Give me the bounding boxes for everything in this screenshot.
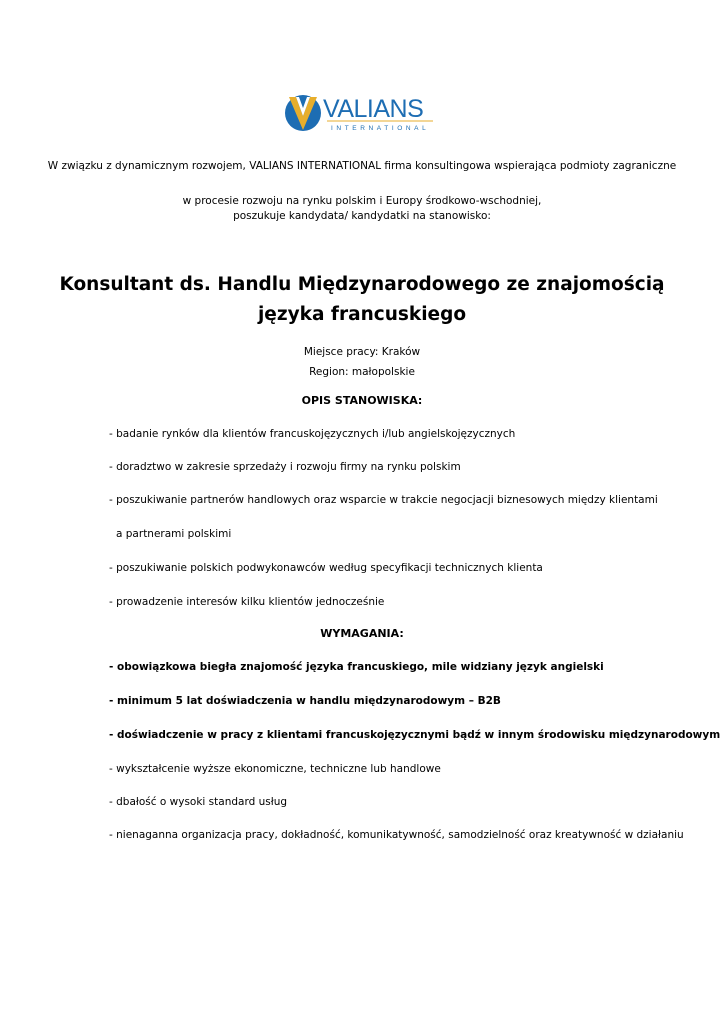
requirements-heading: WYMAGANIA: (320, 627, 404, 640)
job-title-line-1: Konsultant ds. Handlu Międzynarodowego ze znajomością (59, 274, 665, 295)
intro-line-3: poszukuje kandydata/ kandydatki na stanowisko: (233, 210, 491, 222)
duty-item-continuation: a partnerami polskimi (116, 528, 232, 540)
valians-logo (283, 90, 443, 138)
requirement-item: - dbałość o wysoki standard usług (109, 796, 288, 808)
job-title-line-2: języka francuskiego (257, 304, 467, 325)
duty-item: - badanie rynków dla klientów francuskojęzycznych i/lub angielskojęzycznych (109, 428, 516, 440)
duties-heading: OPIS STANOWISKA: (301, 394, 423, 407)
requirement-item: - obowiązkowa biegła znajomość języka francuskiego, mile widziany język angielski (109, 661, 604, 673)
work-region: Region: małopolskie (309, 366, 415, 378)
requirement-item: - doświadczenie w pracy z klientami francuskojęzycznymi bądź w innym środowisku międzynarodowym (109, 729, 721, 741)
requirement-item: - nienaganna organizacja pracy, dokładność, komunikatywność, samodzielność oraz kreatywność w działaniu (109, 829, 684, 841)
duty-item: - poszukiwanie polskich podwykonawców według specyfikacji technicznych klienta (109, 562, 543, 574)
intro-line-2: w procesie rozwoju na rynku polskim i Europy środkowo-wschodniej, (182, 195, 542, 207)
logo-brand-text: VALIANS (323, 95, 424, 123)
requirement-item: - wykształcenie wyższe ekonomiczne, techniczne lub handlowe (109, 763, 441, 775)
requirement-item: - minimum 5 lat doświadczenia w handlu międzynarodowym – B2B (109, 695, 501, 707)
intro-line-1: W związku z dynamicznym rozwojem, VALIANS INTERNATIONAL firma konsultingowa wspierająca podmioty zagraniczne (47, 160, 677, 172)
duty-item: - doradztwo w zakresie sprzedaży i rozwoju firmy na rynku polskim (109, 461, 461, 473)
work-location: Miejsce pracy: Kraków (303, 346, 421, 358)
logo-sub-text: INTERNATIONAL (331, 125, 430, 132)
duty-item: - poszukiwanie partnerów handlowych oraz wsparcie w trakcie negocjacji biznesowych między klientami (109, 494, 658, 506)
duty-item: - prowadzenie interesów kilku klientów jednocześnie (109, 596, 385, 608)
